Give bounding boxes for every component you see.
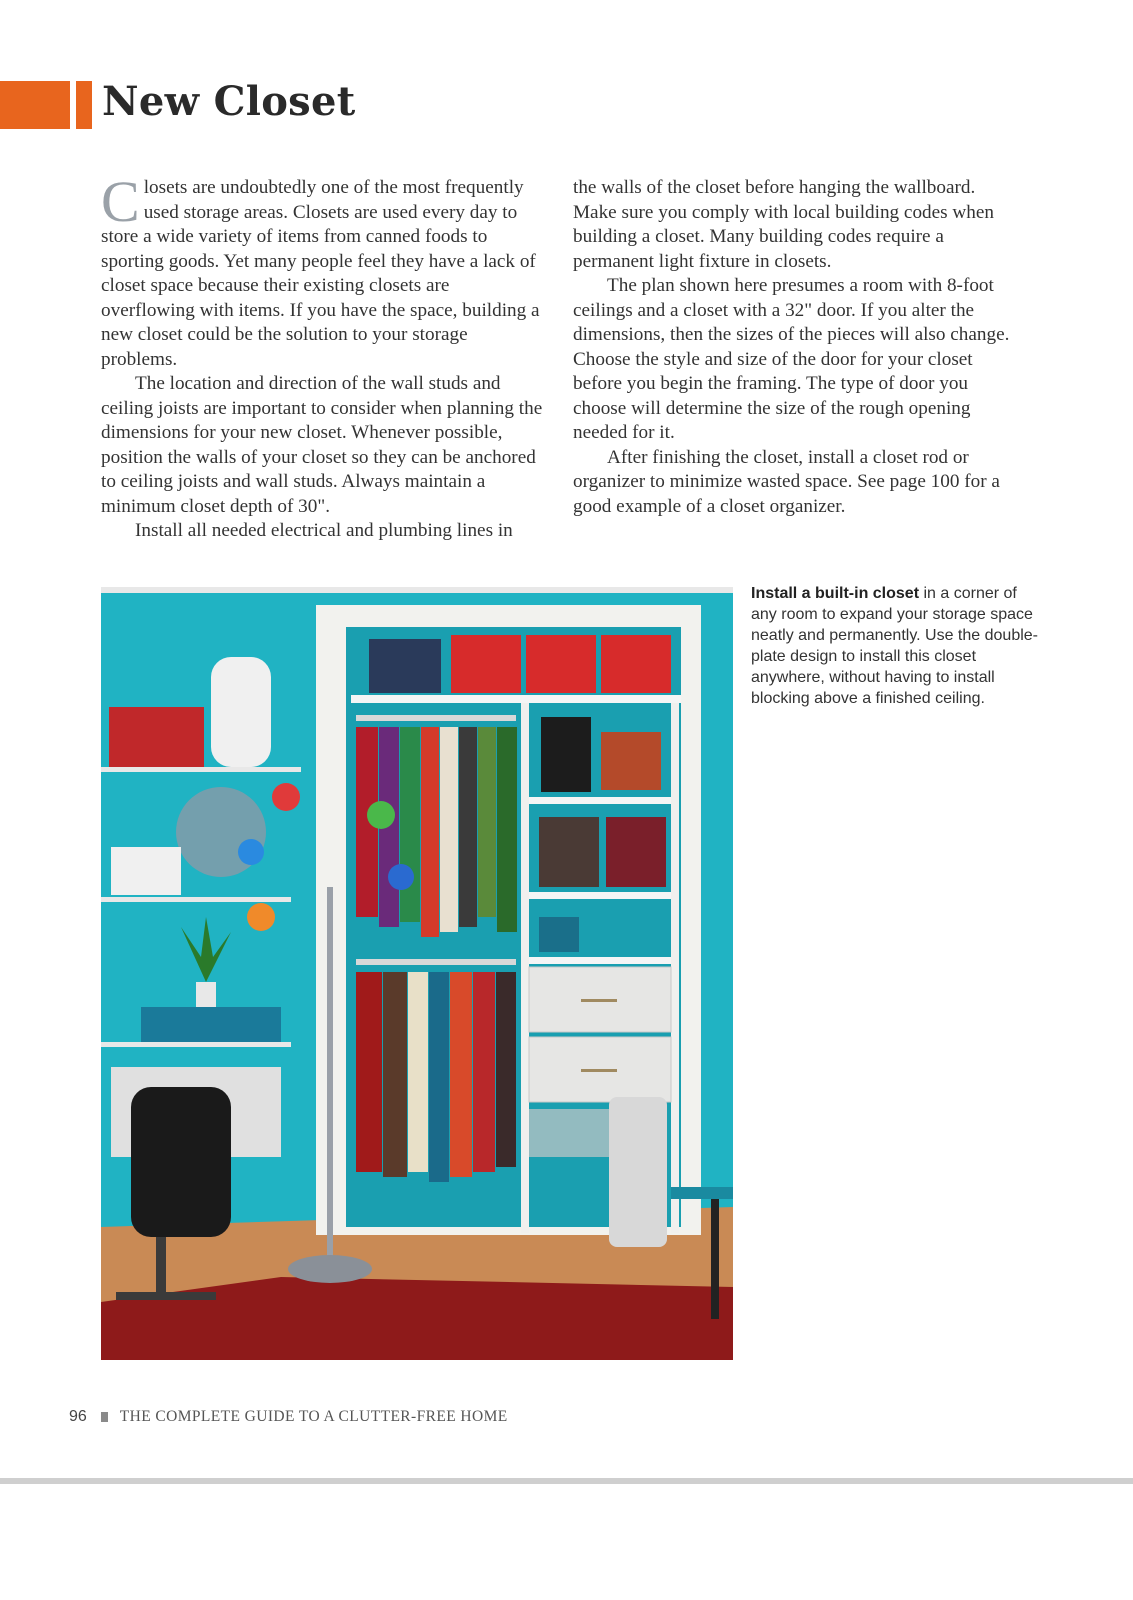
- page-number: 96: [69, 1408, 87, 1425]
- title-accent-bar-small: [76, 81, 92, 129]
- text-column-right: [573, 176, 1018, 519]
- paragraph-1: [101, 169, 547, 372]
- photo-caption: [751, 583, 1041, 709]
- title-accent-bar: [0, 81, 70, 129]
- bottom-rule: [0, 1478, 1133, 1484]
- closet-photo: [101, 587, 733, 1360]
- page-title: New Closet: [102, 78, 356, 125]
- paragraph-1-text: losets are undoubtedly one of the most frequently used storage areas. Closets are used every day to store a wide variety of items from canned foods to sporting goods. Yet many people feel they have a lack of closet space because their existing closets are overflowing with items. If you have the space, building a new closet could be the solution to your storage problems.: [101, 177, 540, 370]
- paragraph-5: After finishing the closet, install a closet rod or organizer to minimize wasted space. See page 100 for a good example of a closet organizer.: [573, 446, 1000, 517]
- paragraph-2: The location and direction of the wall studs and ceiling joists are important to consider when planning the dimensions for your new closet. Whenever possible, position the walls of your closet so they can be anchored to ceiling joists and wall studs. Always maintain a minimum closet depth of 30".: [101, 373, 543, 517]
- paragraph-3-start: Install all needed electrical and plumbing lines in: [135, 520, 513, 541]
- caption-lead: Install a built-in closet: [751, 585, 920, 602]
- page-footer: [69, 1408, 508, 1426]
- text-column-left: [101, 169, 547, 544]
- footer-separator: [101, 1412, 108, 1422]
- paragraph-3-continued: the walls of the closet before hanging the wallboard. Make sure you comply with local building codes when building a closet. Many building codes require a permanent light fixture in closets.: [573, 177, 994, 272]
- drop-cap: C: [101, 169, 140, 234]
- caption-text: in a corner of any room to expand your storage space neatly and permanently. Use the double-plate design to install this closet anywhere, without having to install blocking above a finished ceiling.: [751, 585, 1038, 707]
- paragraph-4: The plan shown here presumes a room with 8-foot ceilings and a closet with a 32" door. If you alter the dimensions, then the sizes of the pieces will also change. Choose the style and size of the door for your closet before you begin the framing. The type of door you choose will determine the size of the rough opening needed for it.: [573, 275, 1010, 443]
- book-title: THE COMPLETE GUIDE TO A CLUTTER-FREE HOME: [119, 1408, 508, 1425]
